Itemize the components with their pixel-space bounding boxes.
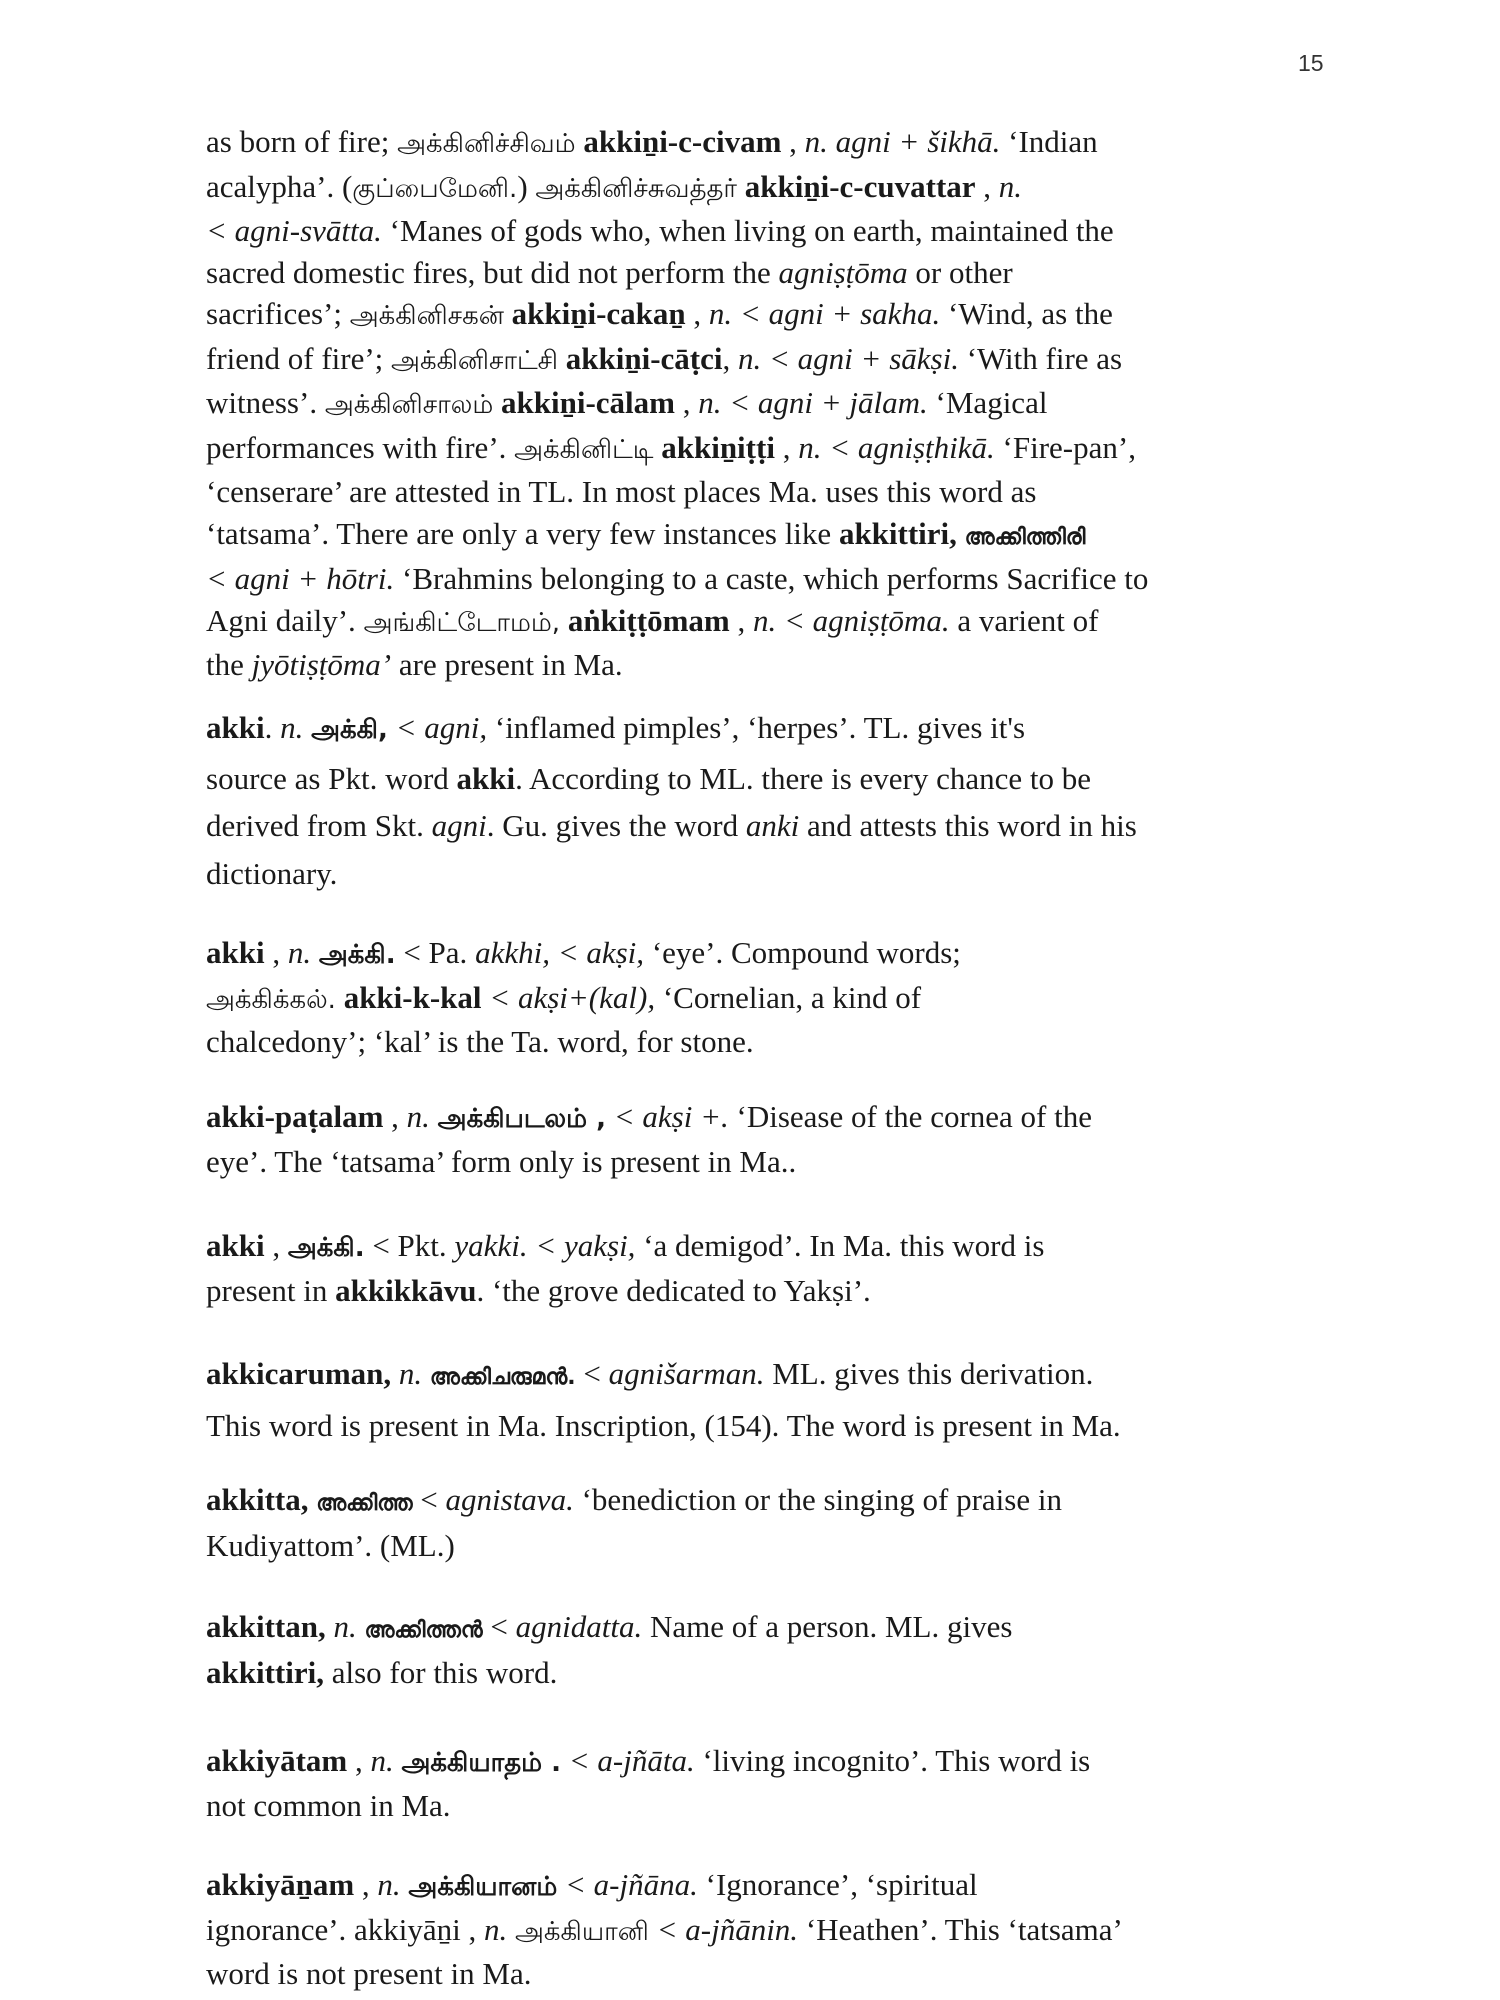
text-line: ignorance’. akkiyāṉi , n. அக்கியானி < a-jñānin. ‘Heathen’. This ‘tatsama’ [206,1911,1123,1947]
malayalam-text: അക്കിചരുമൻ. [429,1365,576,1390]
tamil-text: அக்கினிசாலம் [324,390,494,420]
tamil-headword: அக்கி, [311,715,388,745]
tamil-text: அக்கினிச்சிவம் [397,129,576,159]
text-line: dictionary. [206,855,338,891]
italic-text: akkhi, < akṣi, [475,935,645,970]
italic-text: anki [745,808,800,843]
text-line: ‘censerare’ are attested in TL. In most places Ma. uses this word as [206,474,1037,509]
text-line: akki , n. அக்கி. < Pa. akkhi, < akṣi, ‘eye’. Compound words; [206,935,961,970]
text-line: akkicaruman, n. അക്കിചരുമൻ. < agnišarman. ML. gives this derivation. [206,1356,1094,1391]
entry-paragraph [206,1225,1356,1311]
italic-text: n. [377,1867,401,1902]
malayalam-text: അക്കിത്ത [316,1491,413,1516]
text-line: Kudiyattom’. (ML.) [206,1527,455,1563]
text-line: அக்கிக்கல். akki-k-kal < akṣi+(kal), ‘Cornelian, a kind of [206,979,922,1015]
text-line: akkiyāṉam , n. அக்கியானம் < a-jñāna. ‘Ignorance’, ‘spiritual [206,1867,978,1902]
italic-text: n. < agni + sakha. [708,296,941,331]
entry-paragraph [206,932,1356,1063]
italic-text: < agni, [395,710,488,745]
italic-text: jyōtiṣṭōma’ [251,647,392,682]
text-line: eye’. The ‘tatsama’ form only is present in Ma.. [206,1143,797,1179]
text-line: source as Pkt. word akki. According to ML. there is every chance to be [206,760,1092,796]
italic-text: agnistava. [445,1482,574,1517]
text-line: < agni-svātta. ‘Manes of gods who, when living on earth, maintained the [206,213,1114,248]
italic-text: yakki. < yakṣi, [454,1228,636,1263]
headword: akkittan, [206,1609,326,1644]
italic-text: n. [406,1099,430,1134]
text-line: present in akkikkāvu. ‘the grove dedicated to Yakṣi’. [206,1272,871,1308]
italic-text: n. [484,1911,508,1947]
italic-text: agniṣṭōma [778,254,908,290]
italic-text: < a-jñāna. [565,1867,698,1902]
entry-paragraph [206,1864,1356,1995]
text-line: word is not present in Ma. [206,1956,532,1991]
text-line: friend of fire’; அக்கினிசாட்சி akkiṉi-cāṭci, n. < agni + sākṣi. ‘With fire as [206,340,1123,376]
headword: akkiyāṉam [206,1867,355,1902]
text-line: akki-paṭalam , n. அக்கிபடலம் , < akṣi +. ‘Disease of the cornea of the [206,1099,1092,1134]
italic-text: < agni + hōtri. [206,561,395,596]
headword: akkiṉi-cāṭci [565,340,723,376]
entry-paragraph [206,1606,1356,1693]
italic-text: n. < agni + sākṣi. [738,340,959,376]
headword: akkiṉi-c-cuvattar [744,168,976,204]
text-line: sacrifices’; அக்கினிசகன் akkiṉi-cakaṉ , n. < agni + sakha. ‘Wind, as the [206,296,1113,331]
text-line: akki , அக்கி. < Pkt. yakki. < yakṣi, ‘a demigod’. In Ma. this word is [206,1228,1045,1263]
malayalam-text: അക്കിത്തൻ [364,1618,483,1643]
italic-text: n. [370,1743,394,1778]
headword: akkikkāvu [335,1272,477,1308]
italic-text: agni [431,808,487,843]
tamil-headword: அக்கியாதம் . [401,1748,561,1778]
text-line: Agni daily’. அங்கிட்டோமம், aṅkiṭṭōmam , n. < agniṣṭōma. a varient of [206,602,1099,638]
text-line: chalcedony’; ‘kal’ is the Ta. word, for stone. [206,1024,754,1059]
tamil-text: அக்கினிசகன் [349,301,504,331]
text-line: akkittiri, also for this word. [206,1654,558,1690]
text-line: derived from Skt. agni. Gu. gives the word anki and attests this word in his [206,808,1137,843]
text-line: not common in Ma. [206,1787,451,1823]
tamil-text: அக்கிக்கல். [206,984,336,1015]
text-line: akkiyātam , n. அக்கியாதம் . < a-jñāta. ‘living incognito’. This word is [206,1743,1091,1778]
text-line: sacred domestic fires, but did not perform the agniṣṭōma or other [206,254,1013,290]
text-line: akki. n. அக்கி, < agni, ‘inflamed pimples’, ‘herpes’. TL. gives it's [206,710,1026,745]
text-line: < agni + hōtri. ‘Brahmins belonging to a caste, which performs Sacrifice to [206,561,1149,596]
tamil-text: அக்கியானி [515,1916,649,1947]
italic-text: agnidatta. [515,1609,643,1644]
italic-text: n. [398,1356,423,1391]
italic-text: < akṣi+(kal), [489,979,656,1015]
italic-text: n. < agniṣṭhikā. [798,429,995,465]
tamil-text: அக்கினிசாட்சி [391,345,559,376]
headword: akki-paṭalam [206,1099,384,1134]
italic-text: n. [287,935,312,970]
headword: akkiṉi-cālam [501,385,675,420]
text-line: as born of fire; அக்கினிச்சிவம் akkiṉi-c-civam , n. agni + šikhā. ‘Indian [206,124,1098,159]
headword: akki [206,935,265,970]
headword: akki [206,710,265,745]
entry-paragraph [206,1740,1356,1826]
malayalam-text: അക്കിത്തിരി [964,524,1086,550]
headword: akkiṉi-c-civam [583,124,782,159]
italic-text: n. [333,1609,357,1644]
entry-paragraph [206,1350,1356,1449]
headword: akkittiri, [838,515,957,551]
text-line: akkitta, അക്കിത്ത < agnistava. ‘benediction or the singing of praise in [206,1482,1062,1517]
italic-text: n. < agniṣṭōma. [752,602,950,638]
italic-text: < a-jñāta. [568,1743,695,1778]
text-line: This word is present in Ma. Inscription, (154). The word is present in Ma. [206,1407,1121,1443]
italic-text: n. [280,710,304,745]
italic-text: < agni-svātta. [206,213,382,248]
tamil-text: அக்கினிட்டி [514,434,654,465]
text-line: akkittan, n. അക്കിത്തൻ < agnidatta. Name of a person. ML. gives [206,1609,1013,1644]
tamil-headword: அக்கியானம் [408,1872,558,1902]
entry-paragraph [206,121,1356,686]
tamil-headword: அக்கிபடலம் , [437,1104,606,1134]
headword: akki-k-kal [343,979,482,1015]
headword: akkiṉi-cakaṉ [511,296,686,331]
italic-text: n. agni + šikhā. [804,124,1001,159]
headword: akkittiri, [206,1654,324,1690]
text-line: performances with fire’. அக்கினிட்டி akkiṉiṭṭi , n. < agniṣṭhikā. ‘Fire-pan’, [206,429,1136,465]
headword: akki [206,1228,265,1263]
page-number: 15 [1298,50,1324,76]
italic-text: agnišarman. [608,1356,765,1391]
text-line: ‘tatsama’. There are only a very few instances like akkittiri, അക്കിത്തിരി [206,515,1086,551]
italic-text: < akṣi +. [613,1099,729,1134]
tamil-text: அங்கிட்டோமம், [363,607,561,638]
tamil-headword: அக்கி. [318,940,396,970]
italic-text: n. < agni + jālam. [698,385,928,420]
text-line: acalypha’. (குப்பைமேனி.) அக்கினிச்சுவத்தர் akkiṉi-c-cuvattar , n. [206,168,1023,204]
entry-paragraph [206,1096,1356,1182]
headword: aṅkiṭṭōmam [567,602,730,638]
italic-text: < a-jñānin. [656,1911,799,1947]
tamil-text: குப்பைமேனி. [352,173,518,204]
italic-text: n. [998,168,1023,204]
text-line: the jyōtiṣṭōma’ are present in Ma. [206,647,623,682]
tamil-headword: அக்கி. [287,1233,365,1263]
text-line: witness’. அக்கினிசாலம் akkiṉi-cālam , n. < agni + jālam. ‘Magical [206,385,1048,420]
entry-paragraph [206,704,1356,897]
headword: akkiṉiṭṭi [661,429,775,465]
headword: akkicaruman, [206,1356,392,1391]
tamil-text: அக்கினிச்சுவத்தர் [535,173,738,204]
headword: akkitta, [206,1482,309,1517]
entry-paragraph [206,1479,1356,1566]
headword: akkiyātam [206,1743,348,1778]
headword: akki [456,760,516,796]
